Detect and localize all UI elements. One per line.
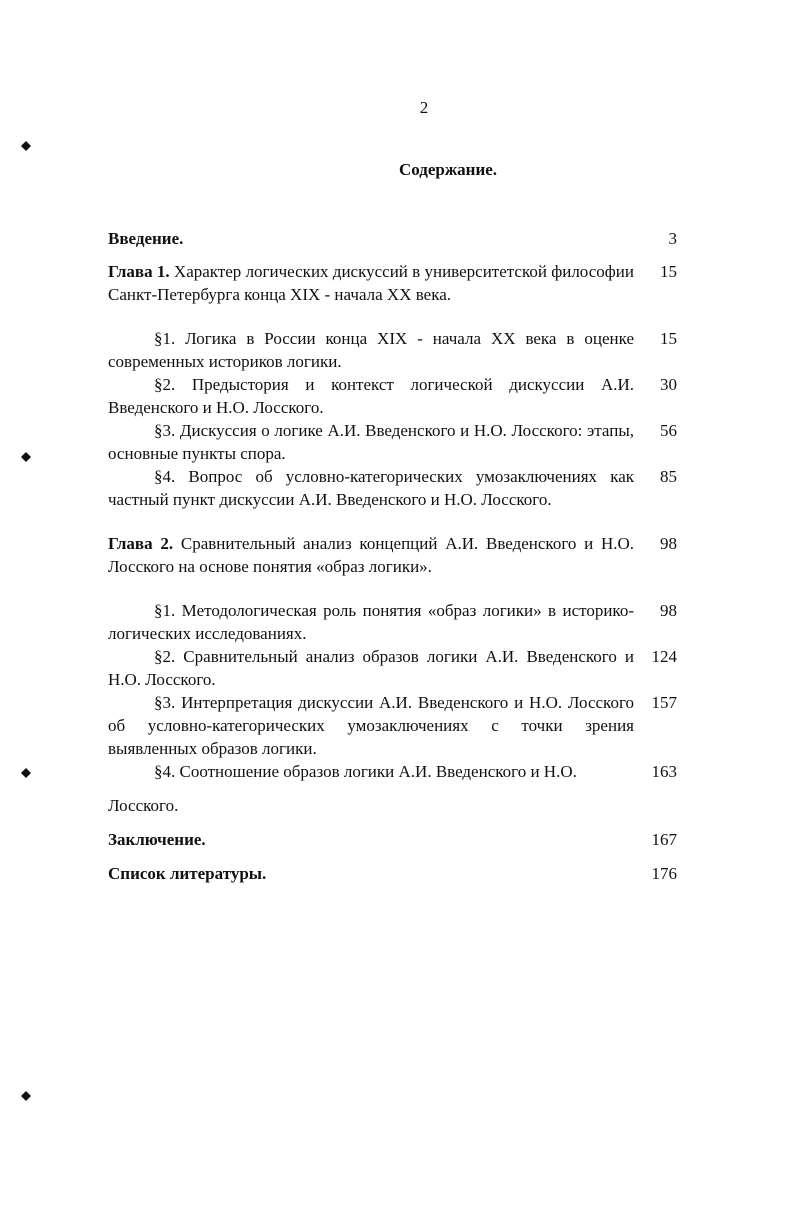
toc-page-number: 15 <box>660 329 677 348</box>
toc-page-number: 98 <box>660 534 677 553</box>
toc-entry-text: §1. Методологическая роль понятия «образ логики» в историко-логических исследованиях. <box>108 601 634 643</box>
toc-entry-text: §3. Дискуссия о логике А.И. Введенского и Н.О. Лосского: этапы, основные пункты спора. <box>108 421 634 463</box>
toc-entry-text: Лосского. <box>108 796 179 815</box>
toc-entry-text: §4. Вопрос об условно-категорических умозаключениях как частный пункт дискуссии А.И. Введенского и Н.О. Лосского. <box>108 467 634 509</box>
toc-page-number: 163 <box>651 762 677 781</box>
binder-mark <box>20 451 32 463</box>
toc-entry-section[interactable] <box>108 645 680 691</box>
toc-entry-chapter-1[interactable] <box>108 260 680 306</box>
toc-entry-section[interactable] <box>108 373 680 419</box>
toc-page-number: 157 <box>651 693 677 712</box>
toc-entry-label: Список литературы. <box>108 864 267 883</box>
toc-entry-continuation <box>108 794 680 817</box>
toc-entry-text: §3. Интерпретация дискуссии А.И. Введенского и Н.О. Лосского об условно-категорических умозаключениях с точки зрения выявленных образов логики. <box>108 693 634 758</box>
toc-page-number: 3 <box>668 229 677 248</box>
toc-entry-text: §4. Соотношение образов логики А.И. Введенского и Н.О. <box>154 762 577 781</box>
toc-entry-section[interactable] <box>108 419 680 465</box>
toc-entry-text: §2. Предыстория и контекст логической дискуссии А.И. Введенского и Н.О. Лосского. <box>108 375 634 417</box>
binder-mark <box>20 767 32 779</box>
toc-entry-section[interactable] <box>108 599 680 645</box>
toc-entry-text: §1. Логика в России конца XIX - начала XX века в оценке современных историков логики. <box>108 329 634 371</box>
toc-entry-bibliography[interactable] <box>108 862 680 885</box>
table-of-contents <box>108 227 680 885</box>
toc-entry-introduction[interactable] <box>108 227 680 250</box>
toc-entry-label: Заключение. <box>108 830 206 849</box>
toc-page-number: 167 <box>651 830 677 849</box>
binder-mark <box>20 1090 32 1102</box>
toc-page-number: 56 <box>660 421 677 440</box>
toc-entry-section[interactable] <box>108 327 680 373</box>
page-number: 2 <box>419 98 429 117</box>
binder-mark <box>20 140 32 152</box>
toc-entry-text: Характер логических дискуссий в университетской философии Санкт-Петербурга конца XIX - начала XX века. <box>108 262 634 304</box>
toc-entry-section[interactable] <box>108 691 680 760</box>
toc-entry-text: Сравнительный анализ концепций А.И. Введенского и Н.О. Лосского на основе понятия «образ логики». <box>108 534 635 576</box>
toc-page-number: 176 <box>651 864 677 883</box>
toc-entry-section[interactable] <box>108 760 680 783</box>
toc-page-number: 30 <box>660 375 677 394</box>
toc-entry-section[interactable] <box>108 465 680 511</box>
toc-entry-label: Глава 2. <box>108 534 174 553</box>
toc-page-number: 98 <box>660 601 677 620</box>
toc-page-number: 15 <box>660 262 677 281</box>
toc-entry-conclusion[interactable] <box>108 828 680 851</box>
toc-entry-label: Глава 1. <box>108 262 170 281</box>
toc-entry-label: Введение. <box>108 229 184 248</box>
toc-page-number: 124 <box>651 647 677 666</box>
toc-page-number: 85 <box>660 467 677 486</box>
toc-title: Содержание. <box>398 160 498 179</box>
toc-entry-chapter-2[interactable] <box>108 532 680 578</box>
toc-entry-text: §2. Сравнительный анализ образов логики А.И. Введенского и Н.О. Лосского. <box>108 647 634 689</box>
